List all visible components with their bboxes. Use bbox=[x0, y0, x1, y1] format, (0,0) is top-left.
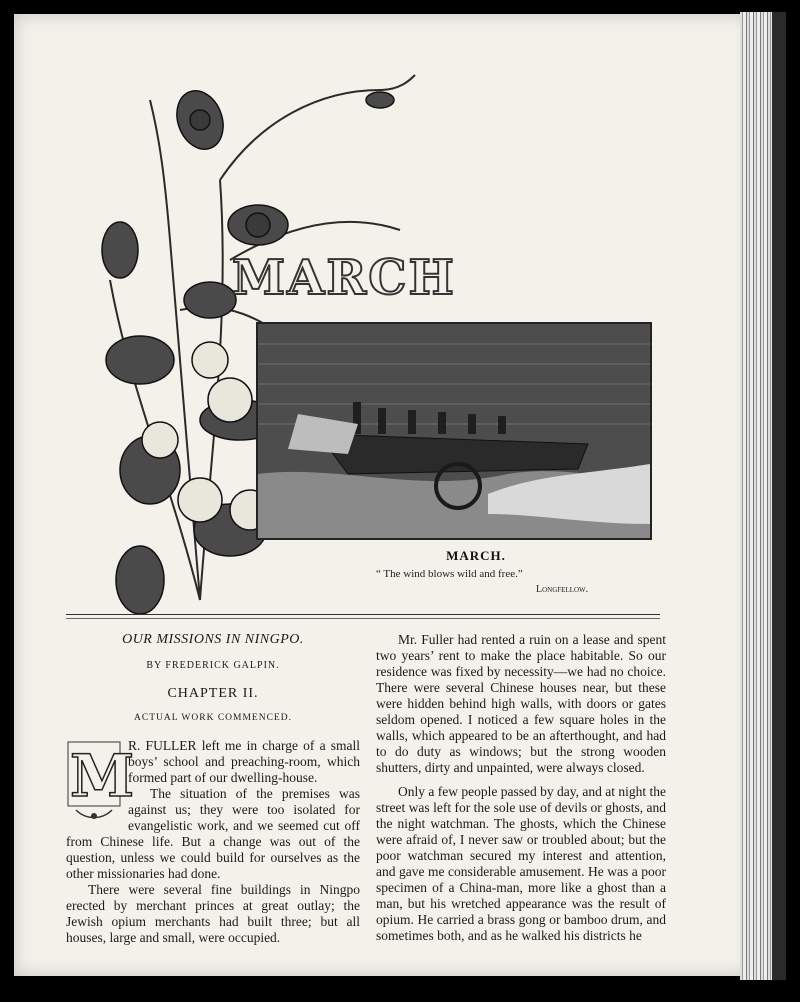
right-paragraph-2: Only a few people passed by day, and at night the street was left for the sole use of devils or ghosts, and the night watchman. The ghosts, which the Chinese were afraid of, I never saw or troubled about; but the poor watchman secured my interest and attention, and gave me considerable amusement. He was a poor specimen of a China-man, more like a ghost than a man, but his wretched appearance was the result of opium. He carried a brass gong or bamboo drum, and sometimes both, and as he walked his districts he bbox=[376, 784, 666, 943]
lifeboat-engraving bbox=[256, 322, 652, 540]
article-right-column bbox=[376, 632, 666, 944]
engraving-caption-title: MARCH. bbox=[446, 548, 506, 563]
engraving-caption-author: Longfellow. bbox=[536, 584, 589, 595]
book-page-edges bbox=[740, 12, 786, 980]
article-left-column bbox=[66, 632, 360, 946]
section-divider bbox=[66, 614, 660, 615]
ornamental-dropcap bbox=[66, 740, 135, 824]
chapter-heading: CHAPTER II. bbox=[167, 686, 259, 701]
left-paragraph-2: The situation of the premises was against us; they were too isolated for evangelistic work, and we seemed cut off from Chinese life. But a change was out of the question, unless we could build for ourselves as the other missionaries had done. bbox=[66, 786, 360, 881]
right-paragraph-1: Mr. Fuller had rented a ruin on a lease and spent two years’ rent to make the place habitable. So our residence was fixed by necessity—we had no choice. There were several Chinese houses near, but these were hidden behind high walls, with doors or gates seldom opened. I noticed a few square holes in the walls, which appeared to be an afterthought, and had to do duty as windows; but the strong wooden shutters, dirty and unpainted, were always closed. bbox=[376, 632, 666, 775]
left-paragraph-1: R. FULLER left me in charge of a small boys’ school and preaching-room, which formed part of our dwelling-house. bbox=[128, 738, 360, 785]
engraving-caption-quote: “ The wind blows wild and free.” bbox=[376, 568, 523, 580]
article-title: OUR MISSIONS IN NINGPO. bbox=[122, 632, 304, 647]
dropcap-letter: M bbox=[70, 742, 135, 810]
left-paragraph-3: There were several fine buildings in Ningpo erected by merchant princes at great outlay; the Jewish opium merchants had built three; but all houses, large and small, were occupied. bbox=[66, 882, 360, 945]
article-byline: BY FREDERICK GALPIN. bbox=[146, 660, 280, 671]
section-divider-secondary bbox=[66, 618, 660, 619]
chapter-subtitle: ACTUAL WORK COMMENCED. bbox=[134, 713, 292, 723]
month-title: MARCH bbox=[232, 250, 456, 306]
